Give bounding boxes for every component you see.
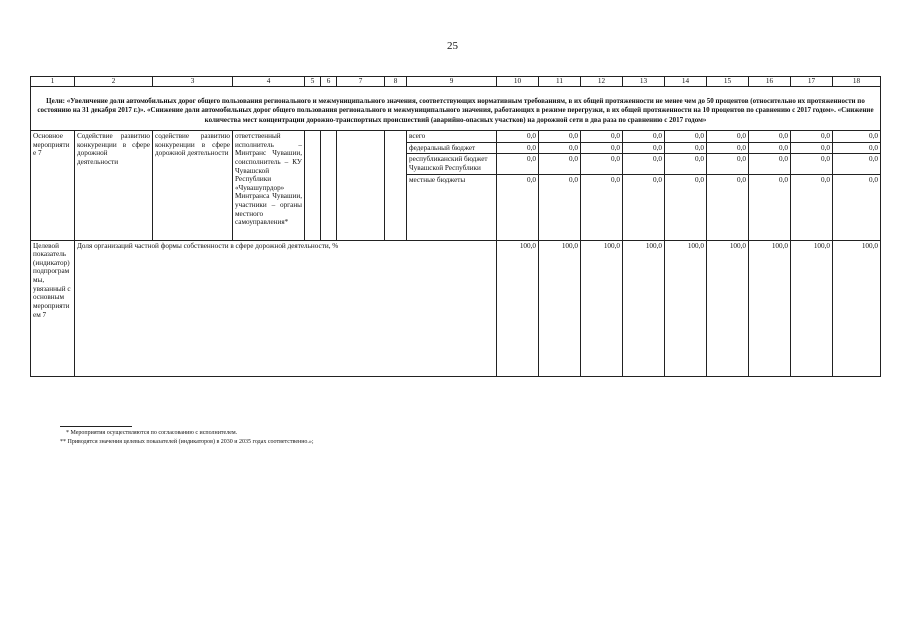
funding-value: 0,0 (623, 130, 665, 142)
funding-value: 0,0 (833, 174, 881, 240)
funding-value: 0,0 (749, 130, 791, 142)
funding-source-name: всего (407, 130, 497, 142)
funding-value: 0,0 (623, 142, 665, 154)
indicator-value: 100,0 (623, 240, 665, 376)
funding-value: 0,0 (749, 142, 791, 154)
funding-value: 0,0 (497, 142, 539, 154)
indicator-value: 100,0 (833, 240, 881, 376)
program-table (30, 76, 881, 377)
indicator-label: Целевой показатель (индикатор) подпрограммы, увязанный с основным мероприятием 7 (31, 240, 75, 376)
funding-value: 0,0 (665, 130, 707, 142)
page-number: 25 (447, 40, 458, 52)
column-number: 1 (31, 77, 75, 87)
funding-value: 0,0 (581, 142, 623, 154)
funding-value: 0,0 (707, 130, 749, 142)
funding-value: 0,0 (497, 130, 539, 142)
empty-cell (385, 130, 407, 240)
column-number: 18 (833, 77, 881, 87)
funding-value: 0,0 (497, 174, 539, 240)
funding-value: 0,0 (539, 154, 581, 174)
column-number: 12 (581, 77, 623, 87)
funding-value: 0,0 (749, 154, 791, 174)
empty-cell (337, 130, 385, 240)
column-number: 7 (337, 77, 385, 87)
column-number: 17 (791, 77, 833, 87)
column-number: 11 (539, 77, 581, 87)
column-number: 13 (623, 77, 665, 87)
measure-name: Содействие развитию конкуренции в сфере дорожной деятельности (75, 130, 153, 240)
funding-value: 0,0 (791, 142, 833, 154)
funding-value: 0,0 (623, 174, 665, 240)
funding-value: 0,0 (539, 142, 581, 154)
funding-value: 0,0 (707, 142, 749, 154)
measure-row (31, 130, 881, 142)
funding-value: 0,0 (497, 154, 539, 174)
funding-value: 0,0 (707, 174, 749, 240)
footnotes (60, 426, 314, 447)
funding-value: 0,0 (749, 174, 791, 240)
indicator-value: 100,0 (707, 240, 749, 376)
footnote: ** Приводятся значения целевых показателей (индикаторов) в 2030 и 2035 годах соответственно.»; (60, 439, 314, 445)
measure-task: содействие развитию конкуренции в сфере дорожной деятельности (153, 130, 233, 240)
goal-row (31, 86, 881, 130)
indicator-value: 100,0 (791, 240, 833, 376)
funding-value: 0,0 (791, 130, 833, 142)
column-number-row (31, 77, 881, 87)
column-number: 9 (407, 77, 497, 87)
empty-cell (321, 130, 337, 240)
goal-text: Цели: «Увеличение доли автомобильных дорог общего пользования регионального и межмуниципального значения, соответствующих нормативным требованиям, в их общей протяженности не менее чем до 50 процентов (относительно их протяженности по состоянию на 31 декабря 2017 г.)». «Снижение доли автомобильных дорог общего пользования регионального и межмуниципального значения, работающих в режиме перегрузки, в их общей протяженности на 10 процентов по сравнению с 2017 годом». «Снижение количества мест концентрации дорожно-транспортных происшествий (аварийно-опасных участков) на дорожной сети в два раза по сравнению с 2017 годом» (31, 86, 881, 130)
footnote: * Мероприятия осуществляются по согласованию с исполнителем. (66, 430, 238, 436)
column-number: 3 (153, 77, 233, 87)
funding-value: 0,0 (581, 154, 623, 174)
column-number: 8 (385, 77, 407, 87)
column-number: 15 (707, 77, 749, 87)
measure-executor: ответственный исполнитель – Минтранс Чувашии, соисполнитель – КУ Чувашской Республики «Чувашупрдор» Минтранса Чувашии, участники – органы местного самоуправления* (233, 130, 305, 240)
funding-value: 0,0 (833, 154, 881, 174)
column-number: 2 (75, 77, 153, 87)
measure-label: Основное мероприятие 7 (31, 130, 75, 240)
funding-source-name: федеральный бюджет (407, 142, 497, 154)
funding-value: 0,0 (539, 130, 581, 142)
indicator-value: 100,0 (539, 240, 581, 376)
column-number: 10 (497, 77, 539, 87)
indicator-value: 100,0 (581, 240, 623, 376)
column-number: 14 (665, 77, 707, 87)
indicator-row (31, 240, 881, 376)
funding-value: 0,0 (623, 154, 665, 174)
funding-value: 0,0 (539, 174, 581, 240)
funding-value: 0,0 (581, 174, 623, 240)
funding-value: 0,0 (833, 142, 881, 154)
funding-value: 0,0 (665, 142, 707, 154)
funding-value: 0,0 (665, 174, 707, 240)
funding-value: 0,0 (791, 174, 833, 240)
column-number: 4 (233, 77, 305, 87)
column-number: 5 (305, 77, 321, 87)
funding-value: 0,0 (791, 154, 833, 174)
column-number: 16 (749, 77, 791, 87)
column-number: 6 (321, 77, 337, 87)
funding-source-name: республиканский бюджет Чувашской Республики (407, 154, 497, 174)
indicator-value: 100,0 (665, 240, 707, 376)
empty-cell (305, 130, 321, 240)
indicator-text: Доля организаций частной формы собственности в сфере дорожной деятельности, % (75, 240, 497, 376)
funding-value: 0,0 (707, 154, 749, 174)
indicator-value: 100,0 (749, 240, 791, 376)
indicator-value: 100,0 (497, 240, 539, 376)
funding-source-name: местные бюджеты (407, 174, 497, 240)
funding-value: 0,0 (665, 154, 707, 174)
footnote-rule (60, 426, 132, 427)
funding-value: 0,0 (581, 130, 623, 142)
funding-value: 0,0 (833, 130, 881, 142)
